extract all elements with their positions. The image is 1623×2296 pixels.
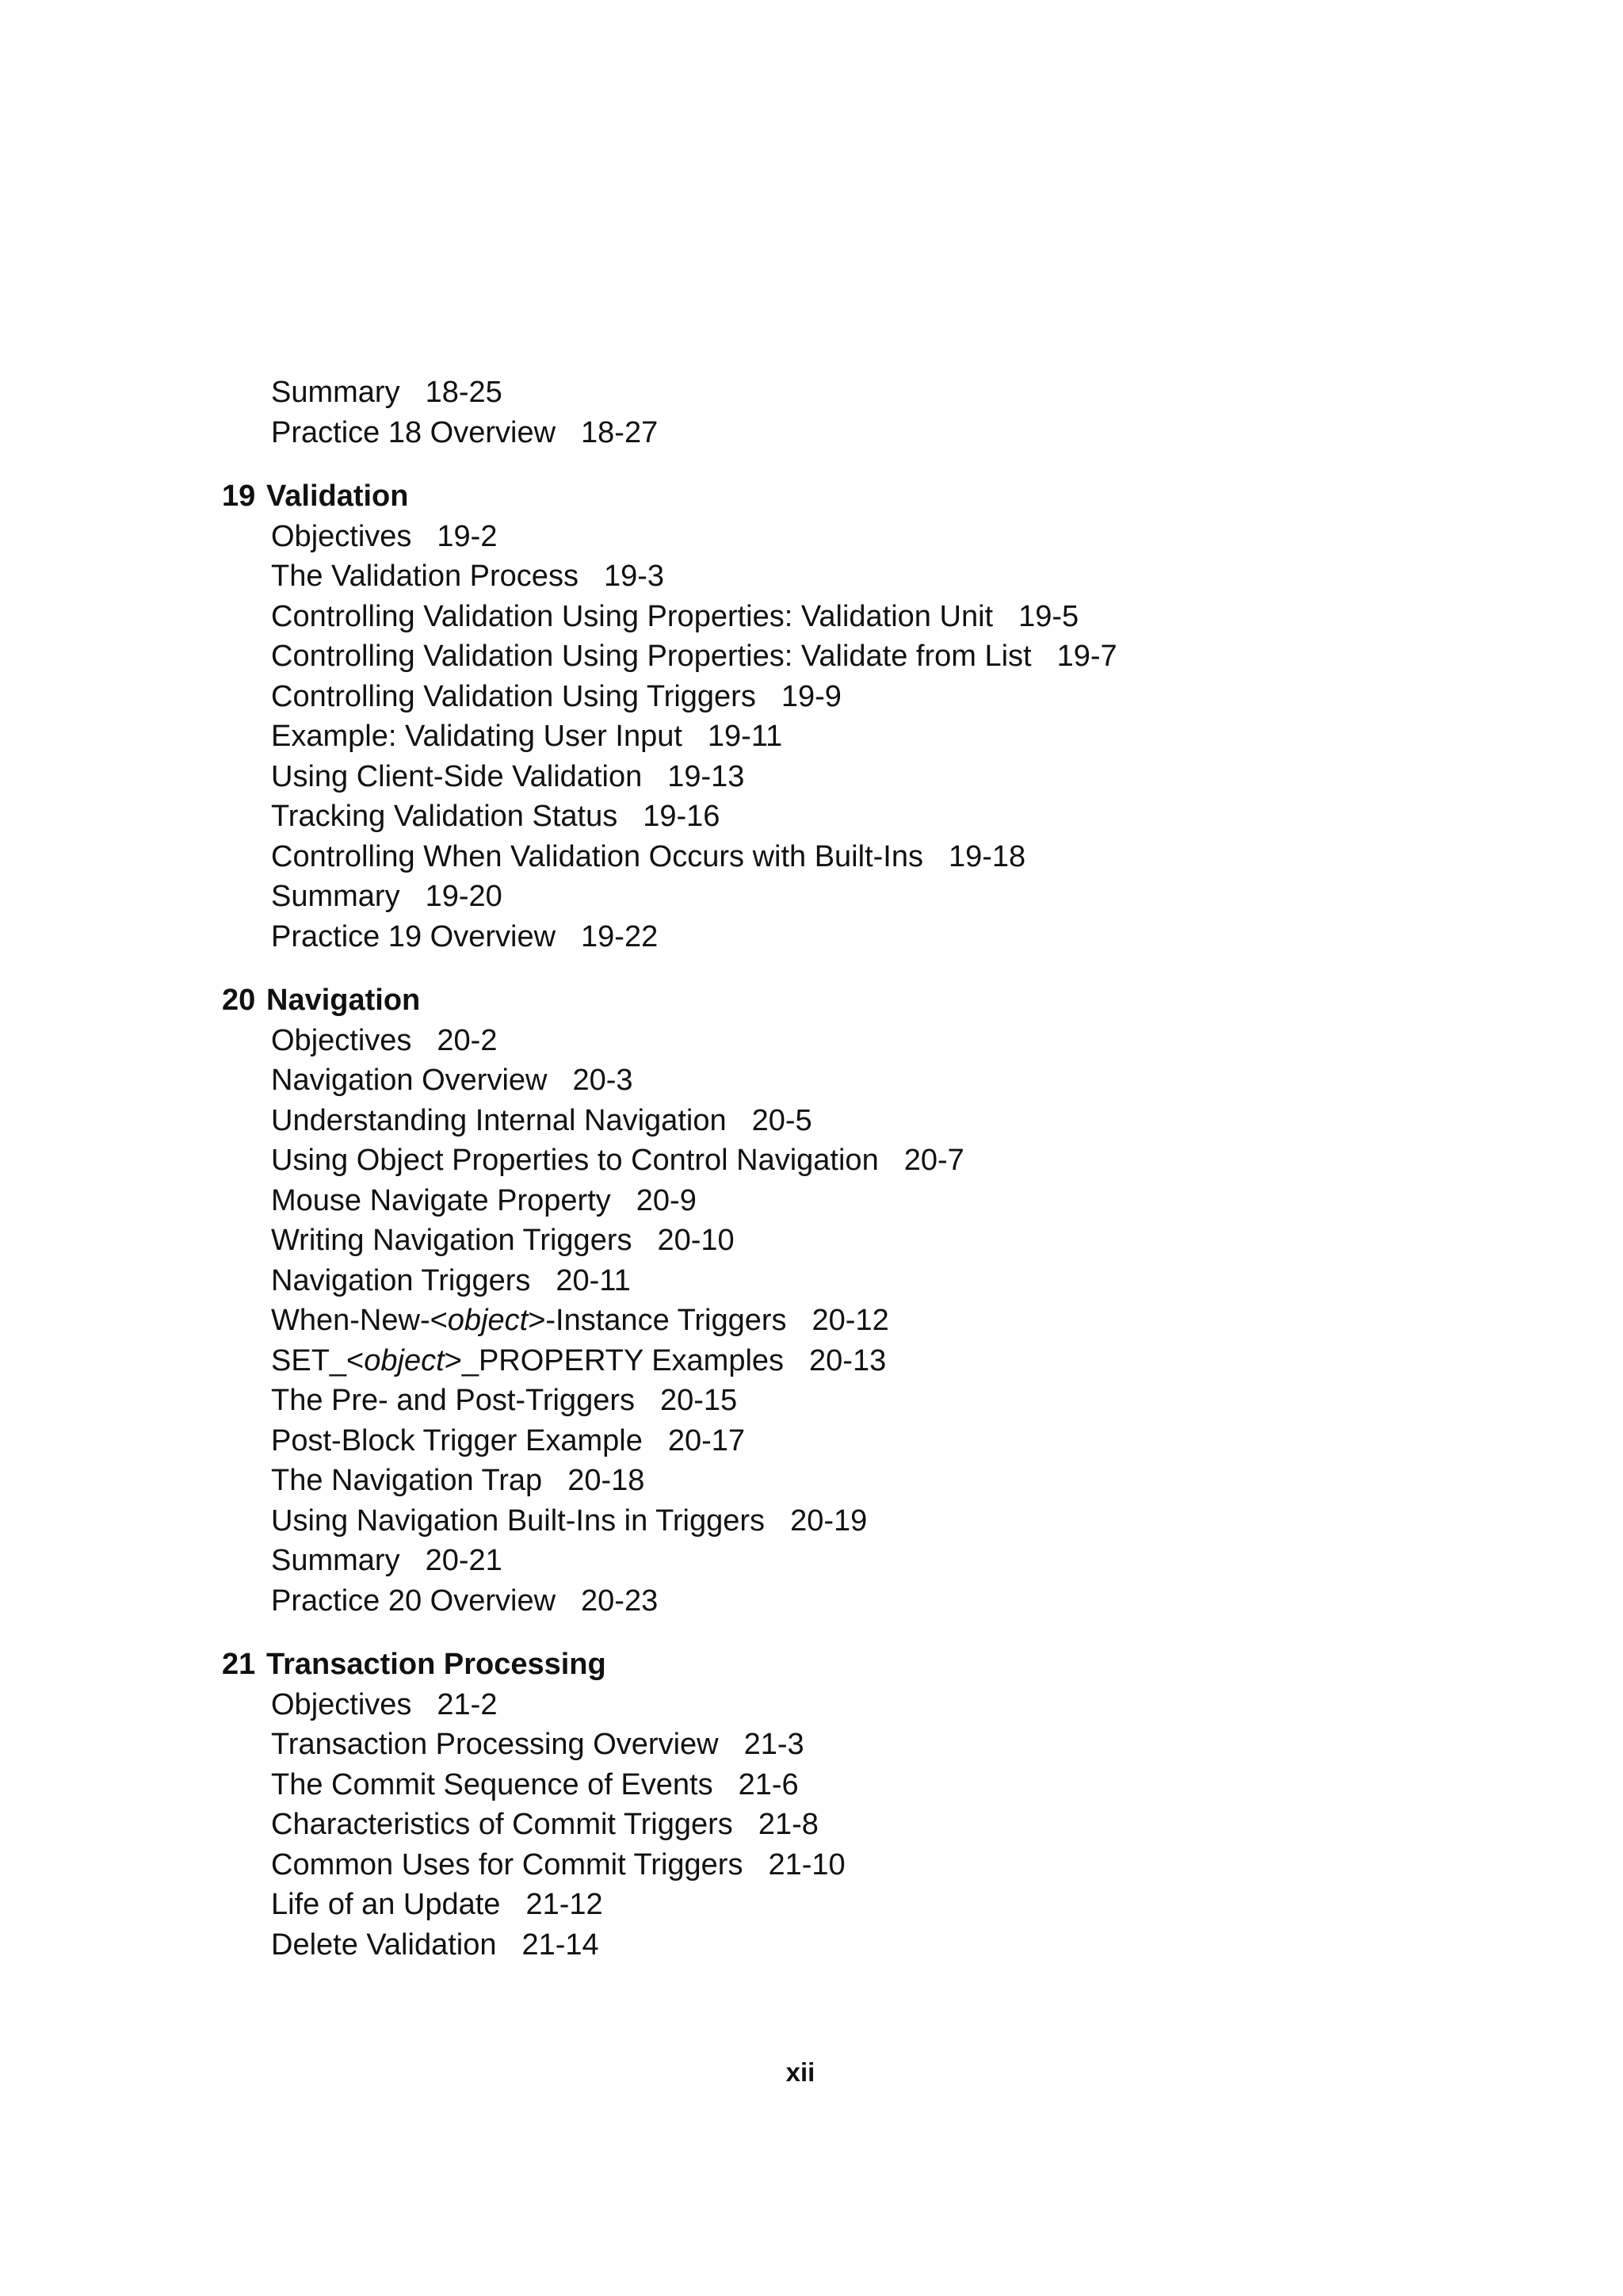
toc-entry-page-number: 19-18 bbox=[948, 839, 1026, 873]
toc-entry bbox=[271, 1261, 1490, 1301]
toc-entry-title: Transaction Processing Overview bbox=[271, 1728, 719, 1761]
chapter-heading bbox=[222, 476, 1490, 517]
toc-entry bbox=[271, 413, 1490, 453]
toc-entry-title bbox=[271, 1304, 787, 1337]
toc-entry-title: Practice 20 Overview bbox=[271, 1584, 556, 1618]
toc-entry-title: Life of an Update bbox=[271, 1888, 501, 1921]
toc-entry bbox=[271, 1101, 1490, 1141]
chapter-number: 20 bbox=[222, 984, 256, 1017]
toc-entry-title: Delete Validation bbox=[271, 1927, 497, 1962]
toc-entry-title: Navigation Triggers bbox=[271, 1263, 531, 1297]
toc-entry bbox=[271, 1021, 1490, 1061]
toc-entry-page-number: 20-21 bbox=[425, 1544, 502, 1577]
toc-entry-title: Mouse Navigate Property bbox=[271, 1183, 611, 1217]
toc-entry-title: Objectives bbox=[271, 1023, 412, 1057]
toc-entry-title: Navigation Overview bbox=[271, 1064, 548, 1097]
toc-entry-page-number: 21-6 bbox=[738, 1767, 799, 1801]
toc-entry bbox=[271, 1845, 1490, 1885]
toc-entry-page-number: 19-9 bbox=[781, 679, 842, 713]
toc-entry-page-number: 21-2 bbox=[437, 1687, 498, 1721]
page-number: xii bbox=[785, 2057, 815, 2087]
toc-entry-page-number: 20-5 bbox=[751, 1103, 812, 1137]
toc-entry-page-number: 21-10 bbox=[768, 1847, 846, 1881]
toc-entry-title: The Validation Process bbox=[271, 560, 579, 593]
toc-entry-title bbox=[271, 1344, 784, 1377]
toc-entry-page-number: 20-13 bbox=[809, 1343, 887, 1377]
toc-entry-title: Controlling When Validation Occurs with Built-Ins bbox=[271, 839, 923, 873]
toc-entry bbox=[271, 372, 1490, 413]
toc-entry bbox=[271, 1140, 1490, 1181]
toc-entry bbox=[271, 636, 1490, 677]
toc-entry bbox=[271, 1301, 1490, 1341]
toc-entry-page-number: 19-22 bbox=[581, 919, 659, 953]
toc-entry bbox=[271, 1381, 1490, 1421]
toc-entry-title: Common Uses for Commit Triggers bbox=[271, 1847, 743, 1881]
toc-entry-page-number: 19-13 bbox=[667, 759, 745, 793]
toc-entry bbox=[271, 1461, 1490, 1501]
toc-entry-page-number: 18-27 bbox=[581, 415, 659, 449]
toc-entry-page-number: 20-10 bbox=[657, 1224, 735, 1257]
toc-entry-title: Using Navigation Built-Ins in Triggers bbox=[271, 1503, 766, 1538]
toc-entry-title-italic-part: object bbox=[364, 1343, 445, 1377]
toc-entry-page-number: 21-14 bbox=[521, 1927, 599, 1962]
toc-entry-title: Using Client-Side Validation bbox=[271, 759, 643, 793]
toc-entry bbox=[271, 677, 1490, 717]
toc-entry bbox=[271, 917, 1490, 957]
toc-entry-title: Characteristics of Commit Triggers bbox=[271, 1808, 733, 1841]
toc-entry-title: Practice 18 Overview bbox=[271, 415, 556, 449]
toc-entry-title: Understanding Internal Navigation bbox=[271, 1103, 727, 1137]
toc-entry-page-number: 20-3 bbox=[572, 1064, 633, 1097]
toc-entry bbox=[271, 1765, 1490, 1805]
toc-entry-title: Example: Validating User Input bbox=[271, 720, 682, 753]
toc-entry-title: Controlling Validation Using Properties: Validation Unit bbox=[271, 599, 994, 633]
toc-entry-page-number: 19-11 bbox=[707, 720, 783, 753]
toc-entry-page-number: 19-2 bbox=[437, 519, 498, 553]
toc-entry-page-number: 21-12 bbox=[525, 1888, 603, 1921]
toc-entry-page-number: 20-11 bbox=[556, 1263, 631, 1297]
toc-entry-title: Objectives bbox=[271, 519, 412, 553]
chapter-heading bbox=[222, 980, 1490, 1021]
chapter-heading bbox=[222, 1645, 1490, 1685]
toc-entry-page-number: 20-9 bbox=[636, 1183, 697, 1217]
toc-entry-title: Practice 19 Overview bbox=[271, 919, 556, 953]
toc-entry bbox=[271, 1421, 1490, 1461]
toc-entry-page-number: 21-8 bbox=[758, 1808, 819, 1841]
toc-entry bbox=[271, 517, 1490, 557]
toc-entry-title: The Pre- and Post-Triggers bbox=[271, 1384, 635, 1417]
toc-entry bbox=[271, 757, 1490, 797]
toc-entry-page-number: 20-15 bbox=[660, 1384, 738, 1417]
toc-entry-title-part: SET_< bbox=[271, 1343, 365, 1377]
toc-entry bbox=[271, 1181, 1490, 1221]
toc-entry bbox=[271, 837, 1490, 877]
toc-entry-page-number: 20-23 bbox=[581, 1584, 659, 1618]
toc-entry-title: Summary bbox=[271, 880, 400, 913]
toc-entry-title: Post-Block Trigger Example bbox=[271, 1423, 643, 1457]
chapter-title: Navigation bbox=[266, 984, 421, 1017]
toc-entry bbox=[271, 1060, 1490, 1101]
toc-entry-page-number: 20-18 bbox=[567, 1464, 645, 1497]
toc-entry bbox=[271, 597, 1490, 637]
toc-entry bbox=[271, 1685, 1490, 1725]
toc-entry bbox=[271, 1341, 1490, 1381]
toc-entry-title: The Commit Sequence of Events bbox=[271, 1767, 713, 1801]
toc-entry bbox=[271, 556, 1490, 597]
toc-entry bbox=[271, 1541, 1490, 1581]
toc-entry-page-number: 19-7 bbox=[1056, 640, 1117, 673]
toc-entry-page-number: 19-5 bbox=[1018, 599, 1079, 633]
toc-entry bbox=[271, 1925, 1490, 1966]
toc-entry-page-number: 20-7 bbox=[903, 1144, 964, 1177]
toc-entry bbox=[271, 1581, 1490, 1622]
toc-entry-title: Objectives bbox=[271, 1687, 412, 1721]
toc-entry bbox=[271, 1501, 1490, 1541]
toc-entry bbox=[271, 877, 1490, 917]
chapter-title: Transaction Processing bbox=[266, 1648, 606, 1681]
toc-entry-title: Controlling Validation Using Properties: Validate from List bbox=[271, 640, 1032, 673]
toc-entry bbox=[271, 1805, 1490, 1845]
toc-entry-title: Tracking Validation Status bbox=[271, 800, 618, 833]
toc-entry-page-number: 20-17 bbox=[667, 1423, 746, 1457]
toc-entry-title-italic-part: object bbox=[447, 1304, 529, 1337]
toc-entry-page-number: 19-3 bbox=[603, 560, 665, 593]
table-of-contents bbox=[222, 372, 1490, 1965]
toc-entry-page-number: 18-25 bbox=[425, 376, 502, 409]
toc-entry-page-number: 20-19 bbox=[790, 1503, 868, 1538]
chapter-title: Validation bbox=[266, 479, 409, 513]
toc-entry-title: Controlling Validation Using Triggers bbox=[271, 679, 756, 713]
toc-entry bbox=[271, 716, 1490, 757]
toc-entry-title-part: >-Instance Triggers bbox=[528, 1304, 787, 1337]
toc-entry-title-part: When-New-< bbox=[271, 1304, 448, 1337]
toc-entry-page-number: 19-16 bbox=[643, 800, 720, 833]
toc-entry-page-number: 19-20 bbox=[425, 880, 502, 913]
toc-entry-title: The Navigation Trap bbox=[271, 1464, 543, 1497]
toc-entry-title: Summary bbox=[271, 376, 400, 409]
toc-entry-page-number: 21-3 bbox=[743, 1728, 804, 1761]
toc-entry bbox=[271, 1725, 1490, 1765]
toc-entry-title: Using Object Properties to Control Navigation bbox=[271, 1144, 879, 1177]
toc-entry-page-number: 20-2 bbox=[437, 1023, 498, 1057]
toc-entry bbox=[271, 1221, 1490, 1261]
chapter-number: 21 bbox=[222, 1648, 256, 1681]
chapter-number: 19 bbox=[222, 479, 256, 513]
toc-entry-title-part: >_PROPERTY Examples bbox=[444, 1343, 785, 1377]
toc-entry bbox=[271, 797, 1490, 837]
toc-entry bbox=[271, 1885, 1490, 1925]
toc-entry-page-number: 20-12 bbox=[812, 1304, 889, 1337]
toc-entry-title: Writing Navigation Triggers bbox=[271, 1224, 632, 1257]
toc-entry-title: Summary bbox=[271, 1544, 400, 1577]
